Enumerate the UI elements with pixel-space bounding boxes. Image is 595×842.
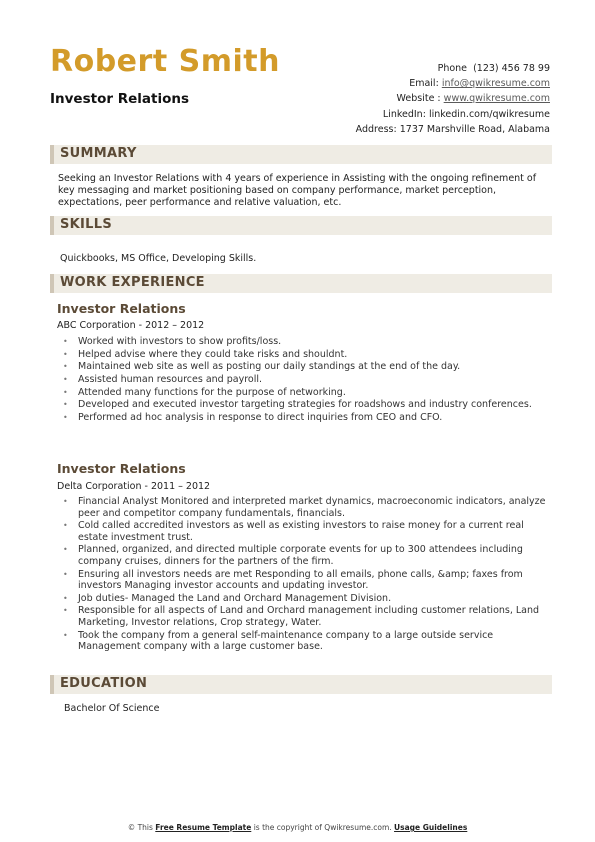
section-summary-header	[50, 145, 552, 164]
list-item: • Financial Analyst Monitored and interpreted market dynamics, macroeconomic indicators, analyze peer and competitor company fundamentals, financials.	[62, 496, 550, 519]
section-education-header	[50, 675, 552, 694]
skills-text: Quickbooks, MS Office, Developing Skills.	[60, 253, 257, 264]
contact-website	[356, 91, 550, 106]
job-company-dates: ABC Corporation - 2012 – 2012	[57, 320, 205, 331]
phone-label: Phone	[437, 63, 468, 74]
email-link[interactable]: info@qwikresume.com	[441, 78, 550, 90]
linkedin-value: linkedin.com/qwikresume	[428, 108, 550, 120]
footer-prefix: © This	[127, 823, 153, 832]
email-label: Email:	[409, 78, 439, 90]
list-item: • Worked with investors to show profits/loss.	[62, 336, 550, 348]
list-item: • Ensuring all investors needs are met Responding to all emails, phone calls, &amp; faxes from investors Managing investor accounts and updating investor.	[62, 569, 550, 592]
list-item: • Performed ad hoc analysis in response to direct inquiries from CEO and CFO.	[62, 412, 550, 424]
candidate-title: Investor Relations	[50, 91, 190, 107]
list-item: • Assisted human resources and payroll.	[62, 374, 550, 386]
contact-linkedin	[356, 107, 550, 122]
job-title: Investor Relations	[57, 461, 186, 476]
list-item: • Maintained web site as well as posting our daily standings at the end of the day.	[62, 361, 550, 373]
summary-text: Seeking an Investor Relations with 4 years of experience in Assisting with the ongoing refinement of key messaging and market positioning based on company performance, market perception, expectations, peer performance and relative valuation, etc.	[58, 173, 537, 208]
section-summary-title: SUMMARY	[60, 146, 137, 161]
website-label: Website :	[396, 93, 441, 105]
section-work-title: WORK EXPERIENCE	[60, 275, 205, 290]
list-item: • Developed and executed investor targeting strategies for roadshows and industry conferences.	[62, 399, 550, 411]
list-item: • Helped advise where they could take risks and shouldnt.	[62, 349, 550, 361]
address-label: Address:	[355, 123, 397, 135]
job-title: Investor Relations	[57, 301, 186, 316]
section-education-title: EDUCATION	[60, 676, 148, 691]
usage-guidelines-link[interactable]: Usage Guidelines	[394, 823, 468, 832]
free-resume-template-link[interactable]: Free Resume Template	[155, 823, 252, 832]
contact-email	[356, 76, 550, 91]
job-duties-list	[62, 336, 550, 425]
phone-value: (123) 456 78 99	[473, 63, 550, 74]
job-duties-list	[62, 496, 550, 654]
list-item: • Responsible for all aspects of Land and Orchard management including customer relations, Land Marketing, Investor relations, Crop strategy, Water.	[62, 605, 550, 628]
section-skills-title: SKILLS	[60, 217, 113, 232]
website-link[interactable]: www.qwikresume.com	[443, 93, 550, 105]
linkedin-label: LinkedIn:	[382, 108, 426, 120]
list-item: • Took the company from a general self-maintenance company to a large outside service Management company with a large customer base.	[62, 630, 550, 653]
contact-address	[356, 122, 550, 137]
candidate-name: Robert Smith	[50, 44, 280, 79]
list-item: • Cold called accredited investors as well as existing investors to raise money for a current real estate investment trust.	[62, 520, 550, 543]
list-item: • Job duties- Managed the Land and Orchard Management Division.	[62, 593, 550, 605]
address-value: 1737 Marshville Road, Alabama	[399, 123, 550, 135]
section-skills-header	[50, 216, 552, 235]
list-item: • Attended many functions for the purpose of networking.	[62, 387, 550, 399]
footer-copyright: is the copyright of Qwikresume.com.	[253, 823, 392, 832]
section-work-header	[50, 274, 552, 293]
list-item: • Planned, organized, and directed multiple corporate events for up to 300 attendees including company cruises, dinners for the partners of the firm.	[62, 544, 550, 567]
footer	[0, 823, 595, 832]
job-company-dates: Delta Corporation - 2011 – 2012	[57, 481, 211, 492]
contact-block	[356, 61, 550, 137]
contact-phone	[356, 61, 550, 76]
education-degree: Bachelor Of Science	[64, 703, 160, 714]
